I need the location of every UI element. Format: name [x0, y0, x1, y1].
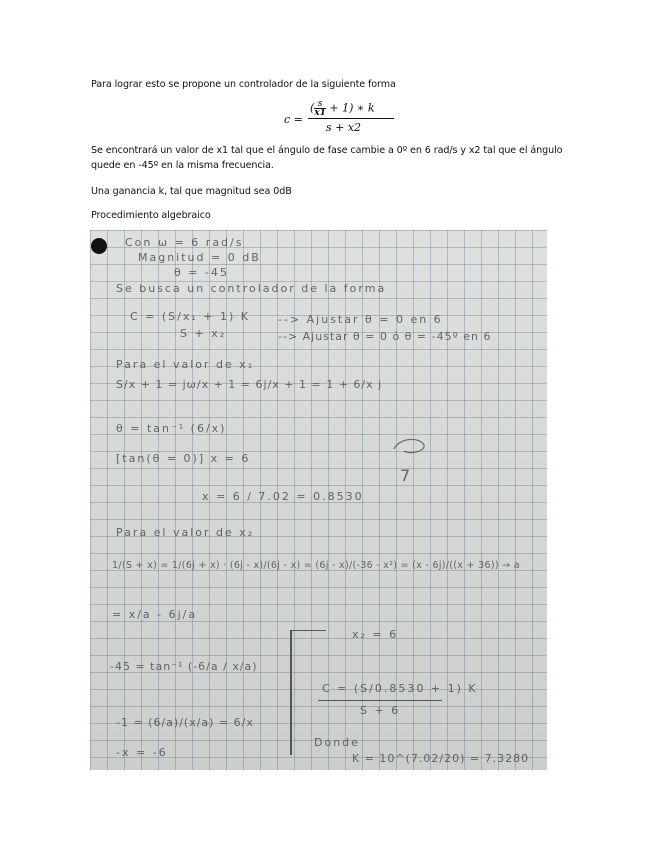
intro-text: Para lograr esto se propone un controlador de la siguiente forma [91, 79, 396, 90]
controller-formula [284, 100, 404, 136]
result-box-top-edge [290, 630, 326, 631]
hw-line-x2-expand: 1/(S + x) = 1/(6j + x) · (6j - x)/(6j - x) = (6j - x)/(-36 - x²) = (x - 6j)/((x + 36)) → a [112, 560, 520, 571]
result-fraction-bar [318, 700, 442, 701]
hw-result-den: S + 6 [360, 704, 401, 717]
hw-line-x1-heading: Para el valor de x₁ [116, 358, 255, 371]
hw-line-controller-form: C = (S/x₁ + 1) K [130, 310, 250, 323]
formula-fraction-bar [308, 118, 394, 119]
hw-scribble [390, 435, 430, 465]
hw-line-controller-search: Se busca un controlador de la forma [116, 282, 387, 295]
formula-numerator: ( $\frac{s}{x1}$ + 1) ∗ k [310, 99, 375, 118]
hw-line-x1-value: x = 6 / 7.02 = 0.8530 [202, 490, 364, 503]
hw-line-theta-atan: θ = tan⁻¹ (6/x) [116, 422, 227, 435]
hw-result-donde: Donde [314, 736, 360, 749]
hw-result-gain: K = 10^(7.02/20) = 7.3280 [352, 752, 530, 765]
hw-line-minus45: -45 = tan⁻¹ (-6/a / x/a) [110, 660, 258, 673]
formula-lhs: c = [284, 113, 303, 126]
hw-line-x1-expand: S/x + 1 = jω/x + 1 = 6j/x + 1 = 1 + 6/x j [116, 378, 383, 391]
hw-line-split: = x/a - 6j/a [112, 608, 198, 621]
hw-line-frequency: Con ω = 6 rad/s [125, 236, 244, 249]
hw-result-x2: x₂ = 6 [352, 628, 399, 641]
hw-line-magnitude: Magnitud = 0 dB [138, 251, 261, 264]
binder-hole [91, 238, 107, 254]
hw-side-mark: 7 [400, 466, 413, 485]
formula-inner-fraction: $\frac{s}{x1}$ [314, 99, 326, 118]
hw-line-minus1: -1 = (6/a)/(x/a) = 6/x [116, 716, 254, 729]
hw-line-controller-den: S + x₂ [180, 327, 227, 340]
hw-line-theta: θ = -45 [174, 266, 229, 279]
hw-line-minus-x: -x = -6 [116, 746, 168, 759]
hw-line-adjust-2: --> Ajustar θ = 0 ó θ = -45º en 6 [278, 330, 492, 343]
result-box-left-edge [290, 630, 292, 755]
procedure-heading: Procedimiento algebraico [91, 210, 211, 221]
description-text: Se encontrará un valor de x1 tal que el ángulo de fase cambie a 0º en 6 rad/s y x2 tal que el ángulo quede en -45º en la misma frecuencia. [91, 145, 563, 171]
hw-result-controller: C = (S/0.8530 + 1) K [322, 682, 478, 695]
formula-denominator: s + x2 [326, 121, 362, 134]
hw-line-adjust-1: --> Ajustar θ = 0 en 6 [278, 313, 443, 326]
hw-line-x2-heading: Para el valor de x₂ [116, 526, 255, 539]
handwritten-notes-photo [90, 230, 547, 770]
gain-text: Una ganancia k, tal que magnitud sea 0dB [91, 186, 292, 197]
hw-line-tan-eq: [tan(θ = 0)] x = 6 [116, 452, 251, 465]
